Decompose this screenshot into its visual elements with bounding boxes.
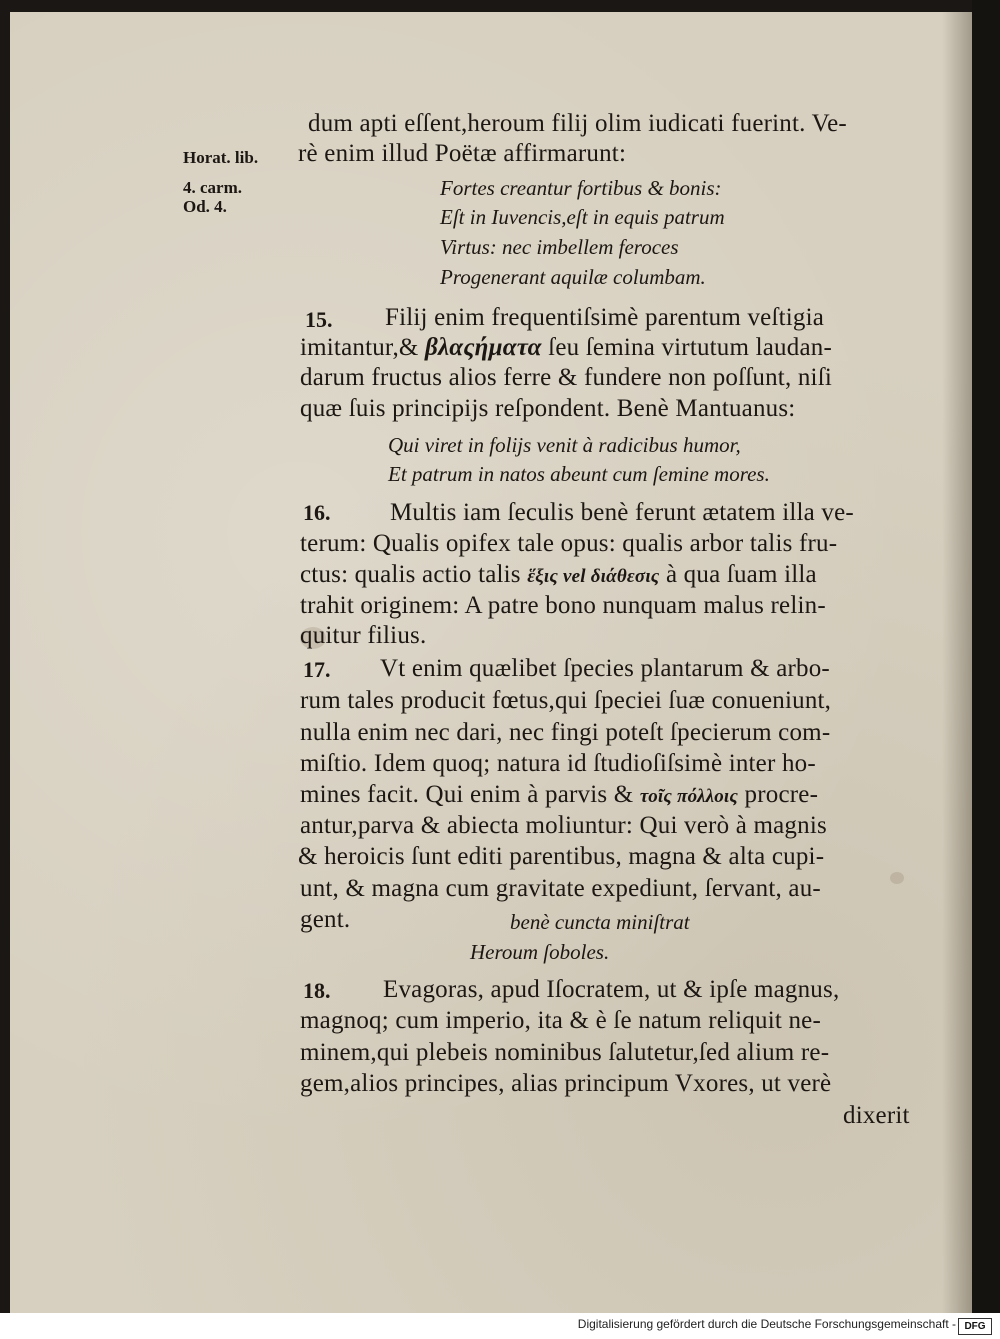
text-segment: mines facit. Qui enim à parvis & <box>300 781 634 808</box>
text-line: nulla enim nec dari, nec fingi poteſt ſpecierum com- <box>300 719 831 746</box>
text-line: rè enim illud Poëtæ affirmarunt: <box>298 140 627 167</box>
paragraph-number: 18. <box>303 978 331 1003</box>
text-segment: ctus: qualis actio talis <box>300 561 521 588</box>
verse-line: Virtus: nec imbellem feroces <box>440 235 679 259</box>
text-line: dum apti eſſent,heroum filij olim iudicati fuerint. Ve- <box>308 110 847 137</box>
paragraph-number: 16. <box>303 500 331 525</box>
text-segment: ſeu ſemina virtutum laudan- <box>548 334 832 361</box>
verse-line: Progenerant aquilæ columbam. <box>440 265 706 289</box>
margin-note-line: Horat. lib. <box>183 148 259 167</box>
text-line: rum tales producit fœtus,qui ſpeciei ſuæ conueniunt, <box>300 687 832 714</box>
verse-line: Heroum ſoboles. <box>470 940 610 964</box>
paragraph-number: 15. <box>305 307 333 332</box>
text-line: darum fructus alios ferre & fundere non poſſunt, niſi <box>300 364 832 391</box>
text-line: Evagoras, apud Iſocratem, ut & ipſe magnus, <box>383 976 840 1003</box>
gutter-shadow <box>942 12 972 1314</box>
greek-word: βλαςήματα <box>425 334 542 361</box>
text-line: magnoq; cum imperio, ita & è ſe natum reliquit ne- <box>300 1007 821 1034</box>
text-line: Vt enim quælibet ſpecies plantarum & arbo- <box>380 655 830 682</box>
funding-notice: Digitalisierung gefördert durch die Deutsche Forschungsgemeinschaft - <box>577 1317 956 1331</box>
text-line: quitur filius. <box>300 622 427 649</box>
greek-word: ἕξις vel διάθεσις <box>527 566 660 587</box>
text-line: unt, & magna cum gravitate expediunt, ſervant, au- <box>300 875 821 902</box>
text-line: miſtio. Idem quoq; natura id ſtudioſiſsimè inter ho- <box>300 750 816 777</box>
margin-note-line: Od. 4. <box>183 197 227 216</box>
text-line: Multis iam ſeculis benè ferunt ætatem illa ve- <box>390 499 854 526</box>
text-line <box>300 781 818 809</box>
dfg-logo: DFG <box>958 1318 992 1335</box>
text-line: terum: Qualis opifex tale opus: qualis arbor talis fru- <box>300 530 838 557</box>
text-segment: imitantur,& <box>300 334 419 361</box>
scan-edge <box>972 0 1000 1339</box>
text-line: gem,alios principes, alias principum Vxores, ut verè <box>300 1070 832 1097</box>
text-segment: procre- <box>744 781 819 808</box>
text-line <box>300 561 817 589</box>
text-line: & heroicis ſunt editi parentibus, magna & alta cupi- <box>298 843 825 870</box>
text-line: gent. <box>300 906 351 933</box>
verse-line: benè cuncta miniſtrat <box>510 910 690 934</box>
paper-stain <box>890 872 904 884</box>
verse-line: Qui viret in folijs venit à radicibus humor, <box>388 433 741 457</box>
verse-line: Fortes creantur fortibus & bonis: <box>440 176 722 200</box>
verse-line: Eſt in Iuvencis,eſt in equis patrum <box>440 205 725 229</box>
text-line: trahit originem: A patre bono nunquam malus relin- <box>300 592 826 619</box>
text-line: minem,qui plebeis nominibus ſalutetur,ſed alium re- <box>300 1039 830 1066</box>
text-line: Filij enim frequentiſsimè parentum veſtigia <box>385 304 825 331</box>
text-segment: à qua ſuam illa <box>665 561 817 588</box>
text-line: quæ ſuis principijs reſpondent. Benè Mantuanus: <box>300 395 796 422</box>
margin-note-line: 4. carm. <box>183 178 243 197</box>
text-line <box>300 334 832 362</box>
footer-bar <box>0 1313 1000 1339</box>
verse-line: Et patrum in natos abeunt cum ſemine mores. <box>388 462 770 486</box>
catchword: dixerit <box>843 1102 910 1129</box>
paragraph-number: 17. <box>303 657 331 682</box>
greek-word: τοῖς πόλλοις <box>639 786 739 807</box>
text-line: antur,parva & abiecta moliuntur: Qui verò à magnis <box>300 812 827 839</box>
